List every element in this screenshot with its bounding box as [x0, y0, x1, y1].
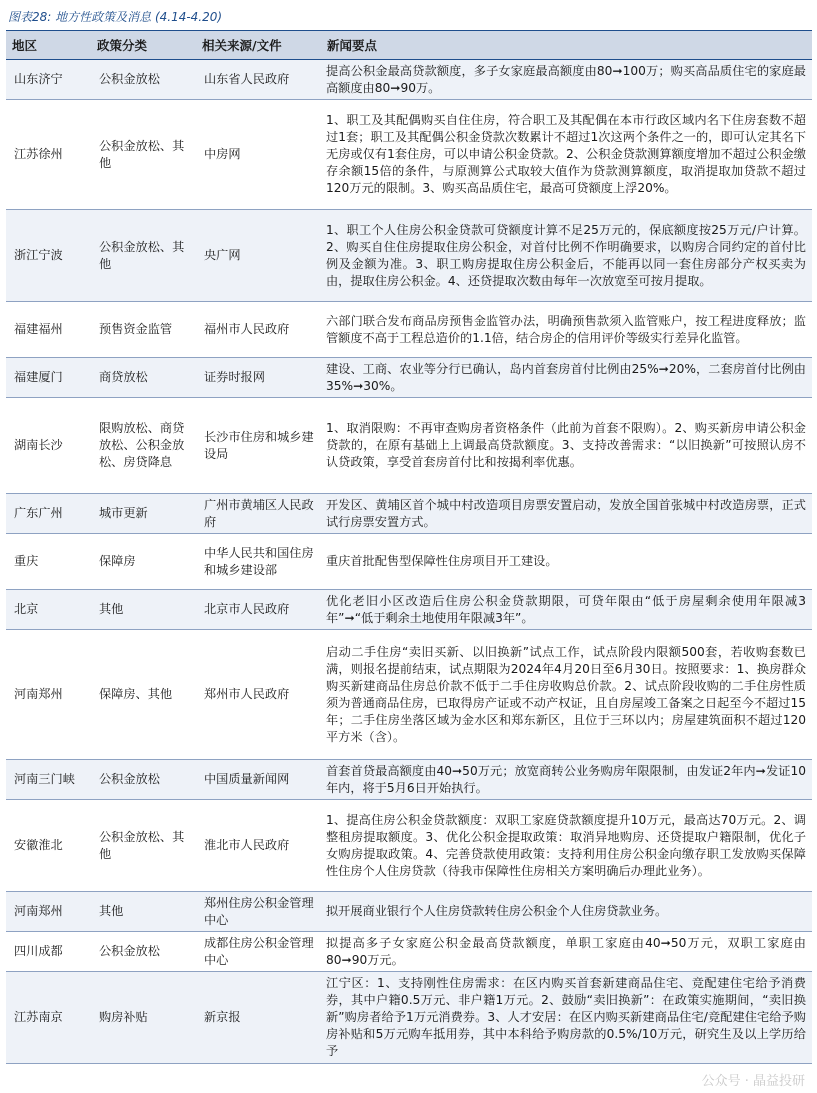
cell-category: 限购放松、商贷放松、公积金放松、房贷降息: [91, 398, 196, 494]
policy-table: [6, 30, 812, 1064]
cell-news: 建设、工商、农业等分行已确认，岛内首套房首付比例由25%➞20%，二套房首付比例由35%➞30%。: [321, 358, 812, 398]
cell-source: 中国质量新闻网: [196, 760, 321, 800]
cell-region: 山东济宁: [6, 60, 91, 100]
cell-region: 河南郑州: [6, 892, 91, 932]
cell-region: 福建厦门: [6, 358, 91, 398]
cell-source: 广州市黄埔区人民政府: [196, 494, 321, 534]
table-row: [6, 210, 812, 302]
cell-source: 郑州住房公积金管理中心: [196, 892, 321, 932]
cell-news: 开发区、黄埔区首个城中村改造项目房票安置启动，发放全国首张城中村改造房票，正式试行房票安置方式。: [321, 494, 812, 534]
table-row: [6, 630, 812, 760]
cell-source: 中华人民共和国住房和城乡建设部: [196, 534, 321, 590]
cell-category: 公积金放松: [91, 932, 196, 972]
cell-category: 公积金放松、其他: [91, 100, 196, 210]
cell-source: 中房网: [196, 100, 321, 210]
cell-category: 保障房、其他: [91, 630, 196, 760]
table-row: [6, 60, 812, 100]
table-row: [6, 932, 812, 972]
cell-news: 优化老旧小区改造后住房公积金贷款期限，可贷年限由“低于房屋剩余使用年限减3年”➞“低于剩余土地使用年限减3年”。: [321, 590, 812, 630]
cell-news: 六部门联合发布商品房预售金监管办法，明确预售款须入监管账户，按工程进度释放；监管额度不高于工程总造价的1.1倍，结合房企的信用评价等级实行差异化监管。: [321, 302, 812, 358]
header-region: 地区: [6, 31, 91, 60]
cell-region: 湖南长沙: [6, 398, 91, 494]
cell-category: 公积金放松、其他: [91, 210, 196, 302]
cell-news: 1、取消限购：不再审查购房者资格条件（此前为首套不限购）。2、购买新房申请公积金贷款的，在原有基础上上调最高贷款额度。3、支持改善需求：“以旧换新”可按照认房不认贷政策，享受首套房首付比和按揭利率优惠。: [321, 398, 812, 494]
cell-source: 央广网: [196, 210, 321, 302]
cell-news: 重庆首批配售型保障性住房项目开工建设。: [321, 534, 812, 590]
cell-category: 预售资金监管: [91, 302, 196, 358]
table-row: [6, 494, 812, 534]
cell-region: 四川成都: [6, 932, 91, 972]
cell-news: 拟开展商业银行个人住房贷款转住房公积金个人住房贷款业务。: [321, 892, 812, 932]
table-row: [6, 892, 812, 932]
cell-category: 其他: [91, 892, 196, 932]
cell-region: 安徽淮北: [6, 800, 91, 892]
cell-category: 保障房: [91, 534, 196, 590]
cell-source: 新京报: [196, 972, 321, 1064]
cell-region: 广东广州: [6, 494, 91, 534]
table-row: [6, 972, 812, 1064]
figure-caption: 图表28: 地方性政策及消息 (4.14-4.20): [8, 10, 223, 24]
cell-region: 北京: [6, 590, 91, 630]
cell-news: 1、提高住房公积金贷款额度：双职工家庭贷款额度提升10万元，最高达70万元。2、调整租房提取额度。3、优化公积金提取政策：取消异地购房、还贷提取户籍限制，优化子女购房提取政策。4、完善贷款使用政策：支持利用住房公积金向缴存职工发放购买保障性住房个人住房贷款（待我市保障性住房相关方案明确后办理此业务）。: [321, 800, 812, 892]
cell-region: 河南郑州: [6, 630, 91, 760]
cell-news: 1、职工个人住房公积金贷款可贷额度计算不足25万元的，保底额度按25万元/户计算。2、购买自住住房提取住房公积金，对首付比例不作明确要求，以购房合同约定的首付比例及金额为准。3、职工购房提取住房公积金后，不能再以同一套住房部分产权买卖为由，提取住房公积金。4、还贷提取次数由每年一次放宽至可按月提取。: [321, 210, 812, 302]
table-row: [6, 302, 812, 358]
cell-news: 江宁区：1、支持刚性住房需求：在区内购买首套新建商品住宅、竞配建住宅给予消费券，其中户籍0.5万元、非户籍1万元。2、鼓励“卖旧换新”：在政策实施期间，“卖旧换新”购房者给予1万元消费券。3、人才安居：在区内购买新建商品住宅/竞配建住宅给予购房补贴和5万元购车抵用券，其中本科给予购房款的0.5%/10万元，研究生及以上学历给予: [321, 972, 812, 1064]
cell-category: 公积金放松、其他: [91, 800, 196, 892]
table-row: [6, 590, 812, 630]
table-row: [6, 534, 812, 590]
cell-source: 福州市人民政府: [196, 302, 321, 358]
cell-news: 拟提高多子女家庭公积金最高贷款额度，单职工家庭由40➞50万元，双职工家庭由80➞90万元。: [321, 932, 812, 972]
table-row: [6, 800, 812, 892]
cell-region: 福建福州: [6, 302, 91, 358]
cell-category: 公积金放松: [91, 760, 196, 800]
cell-region: 江苏南京: [6, 972, 91, 1064]
cell-source: 郑州市人民政府: [196, 630, 321, 760]
cell-category: 公积金放松: [91, 60, 196, 100]
header-category: 政策分类: [91, 31, 196, 60]
cell-region: 浙江宁波: [6, 210, 91, 302]
table-row: [6, 100, 812, 210]
cell-news: 提高公积金最高贷款额度，多子女家庭最高额度由80➞100万；购买高品质住宅的家庭最高额度由80➞90万。: [321, 60, 812, 100]
header-source: 相关来源/文件: [196, 31, 321, 60]
cell-source: 长沙市住房和城乡建设局: [196, 398, 321, 494]
cell-source: 北京市人民政府: [196, 590, 321, 630]
cell-category: 城市更新: [91, 494, 196, 534]
cell-category: 其他: [91, 590, 196, 630]
cell-news: 启动二手住房“卖旧买新、以旧换新”试点工作，试点阶段内限额500套，若收购套数已满，则报名提前结束，试点期限为2024年4月20日至6月30日。按照要求：1、换房群众购买新建商品住房总价款不低于二手住房收购总价款。2、试点阶段收购的二手住房性质须为普通商品住房，已取得房产证或不动产权证，且自房屋竣工备案之日起至今不超过15年；二手住房坐落区域为金水区和郑东新区，且位于三环以内；房屋建筑面积不超过120平方米（含）。: [321, 630, 812, 760]
cell-category: 购房补贴: [91, 972, 196, 1064]
table-row: [6, 760, 812, 800]
cell-source: 成都住房公积金管理中心: [196, 932, 321, 972]
header-news: 新闻要点: [321, 31, 812, 60]
cell-source: 淮北市人民政府: [196, 800, 321, 892]
table-row: [6, 398, 812, 494]
cell-category: 商贷放松: [91, 358, 196, 398]
cell-news: 首套首贷最高额度由40➞50万元；放宽商转公业务购房年限限制，由发证2年内➞发证10年内，将于5月6日开始执行。: [321, 760, 812, 800]
table-body: [6, 60, 812, 1064]
cell-region: 重庆: [6, 534, 91, 590]
table-header: [6, 31, 812, 60]
cell-source: 证券时报网: [196, 358, 321, 398]
cell-source: 山东省人民政府: [196, 60, 321, 100]
cell-region: 江苏徐州: [6, 100, 91, 210]
cell-region: 河南三门峡: [6, 760, 91, 800]
cell-news: 1、职工及其配偶购买自住住房，符合职工及其配偶在本市行政区域内名下住房套数不超过1套；职工及其配偶公积金贷款次数累计不超过1次这两个条件之一的，即可认定其名下无房或仅有1套住房，可以申请公积金贷款。2、公积金贷款测算额度增加不超过公积金缴存余额15倍的条件，与原测算公式取较大值作为贷款测算额度，取消提取加贷款不超过120万元的限制。3、购买高品质住宅，最高可贷额度上浮20%。: [321, 100, 812, 210]
watermark: 公众号 · 晶益投研: [701, 1074, 805, 1089]
table-row: [6, 358, 812, 398]
